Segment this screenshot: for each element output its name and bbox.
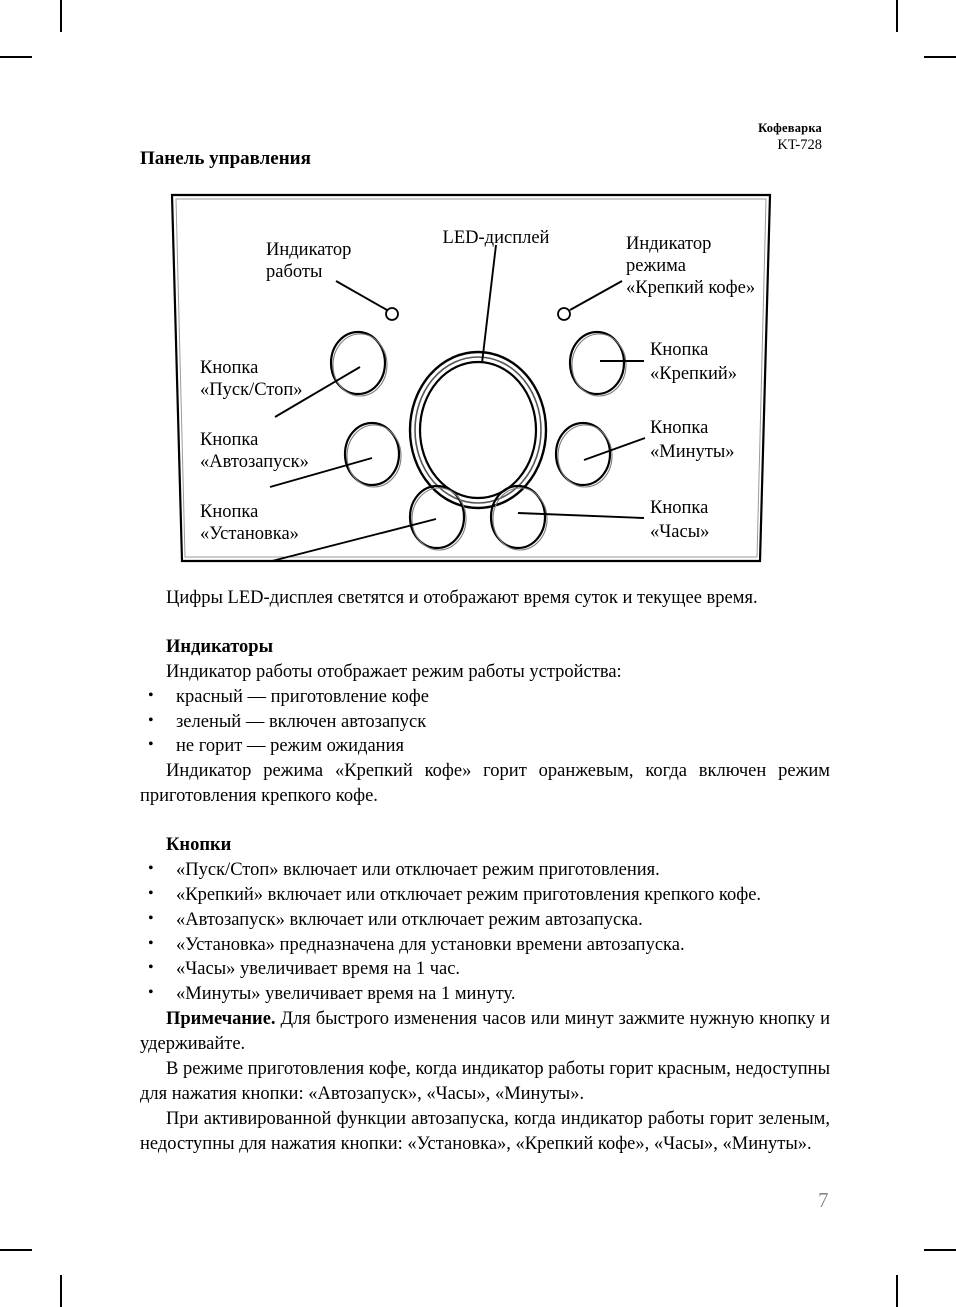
crop-mark-right-bottom	[924, 1249, 956, 1251]
leader-hours	[518, 513, 644, 518]
leader-work-indicator	[336, 281, 387, 310]
heading-buttons: Кнопки	[166, 835, 232, 855]
label-mode-indicator-line2: режима	[626, 256, 686, 276]
leader-led-display	[482, 245, 496, 363]
led-display-ring	[410, 352, 546, 508]
label-minutes-line1: Кнопка	[650, 418, 709, 438]
running-head	[758, 120, 822, 155]
label-strong-line1: Кнопка	[650, 340, 709, 360]
list-item: • «Часы» увеличивает время на 1 час.	[140, 957, 830, 982]
button-start-stop	[331, 332, 387, 396]
list-item: • «Минуты» увеличивает время на 1 минуту.	[140, 982, 830, 1007]
label-minutes-line2: «Минуты»	[650, 442, 735, 462]
work-indicator-led	[386, 308, 398, 320]
indicator-bullet-list	[140, 685, 830, 760]
list-item: • не горит — режим ожидания	[140, 734, 830, 759]
list-item: • красный — приготовление кофе	[140, 685, 830, 710]
label-hours-line1: Кнопка	[650, 498, 709, 518]
button-strong	[570, 332, 626, 396]
list-item: • «Пуск/Стоп» включает или отключает режим приготовления.	[140, 858, 830, 883]
label-mode-indicator-line1: Индикатор	[626, 234, 712, 254]
note-label: Примечание.	[166, 1009, 276, 1030]
crop-mark-left-bottom	[0, 1249, 32, 1251]
label-work-indicator-line1: Индикатор	[266, 240, 352, 260]
page-number: 7	[818, 1188, 829, 1212]
strong-mode-indicator-led	[558, 308, 570, 320]
paragraph-intro: Цифры LED-дисплея светятся и отображают время суток и текущее время.	[166, 588, 758, 608]
label-hours-line2: «Часы»	[650, 522, 710, 542]
note-text: Для быстрого изменения часов или минут зажмите нужную кнопку и удерживайте.	[140, 1009, 830, 1054]
label-led-display: LED-дисплей	[442, 228, 550, 248]
label-start-stop-line1: Кнопка	[200, 358, 259, 378]
body-text	[140, 586, 830, 1156]
crop-mark-bottom-right	[896, 1275, 898, 1307]
label-strong-line2: «Крепкий»	[650, 364, 737, 384]
label-setup-line2: «Установка»	[200, 524, 299, 544]
label-autostart-line1: Кнопка	[200, 430, 259, 450]
leader-mode-indicator	[570, 281, 622, 310]
button-bullet-list	[140, 858, 830, 1007]
crop-mark-bottom-left	[60, 1275, 62, 1307]
button-autostart	[345, 423, 401, 487]
paragraph-strong-mode-indicator: Индикатор режима «Крепкий кофе» горит оранжевым, когда включен режим приготовления крепкого кофе.	[140, 761, 830, 807]
list-item: • «Установка» предназначена для установки времени автозапуска.	[140, 933, 830, 958]
crop-mark-left-top	[0, 56, 32, 58]
label-setup-line1: Кнопка	[200, 502, 259, 522]
heading-indicators: Индикаторы	[166, 636, 274, 657]
list-item: • «Автозапуск» включает или отключает режим автозапуска.	[140, 908, 830, 933]
page-title: Панель управления	[140, 148, 311, 169]
crop-mark-top-left	[60, 0, 62, 32]
crop-mark-top-right	[896, 0, 898, 32]
paragraph-indicators-intro: Индикатор работы отображает режим работы устройства:	[166, 661, 622, 682]
label-work-indicator-line2: работы	[266, 262, 323, 282]
label-mode-indicator-line3: «Крепкий кофе»	[626, 278, 756, 298]
paragraph-autostart-mode: При активированной функции автозапуска, когда индикатор работы горит зеленым, недоступны для нажатия кнопки: «Установка», «Крепкий кофе», «Часы», «Минуты».	[140, 1108, 830, 1154]
crop-mark-right-top	[924, 56, 956, 58]
list-item: • «Крепкий» включает или отключает режим приготовления крепкого кофе.	[140, 883, 830, 908]
button-minutes	[556, 423, 612, 487]
button-hours	[491, 486, 547, 550]
paragraph-note	[140, 1007, 830, 1057]
running-head-model: KT-728	[777, 137, 822, 153]
paragraph-cooking-mode: В режиме приготовления кофе, когда индикатор работы горит красным, недоступны для нажатия кнопки: «Автозапуск», «Часы», «Минуты».	[140, 1058, 831, 1104]
control-panel-diagram	[160, 183, 782, 573]
list-item: • зеленый — включен автозапуск	[140, 710, 830, 735]
button-setup	[410, 486, 466, 550]
leader-minutes	[584, 438, 645, 460]
running-head-product: Кофеварка	[758, 121, 822, 135]
label-autostart-line2: «Автозапуск»	[200, 452, 309, 472]
label-start-stop-line2: «Пуск/Стоп»	[200, 380, 303, 400]
